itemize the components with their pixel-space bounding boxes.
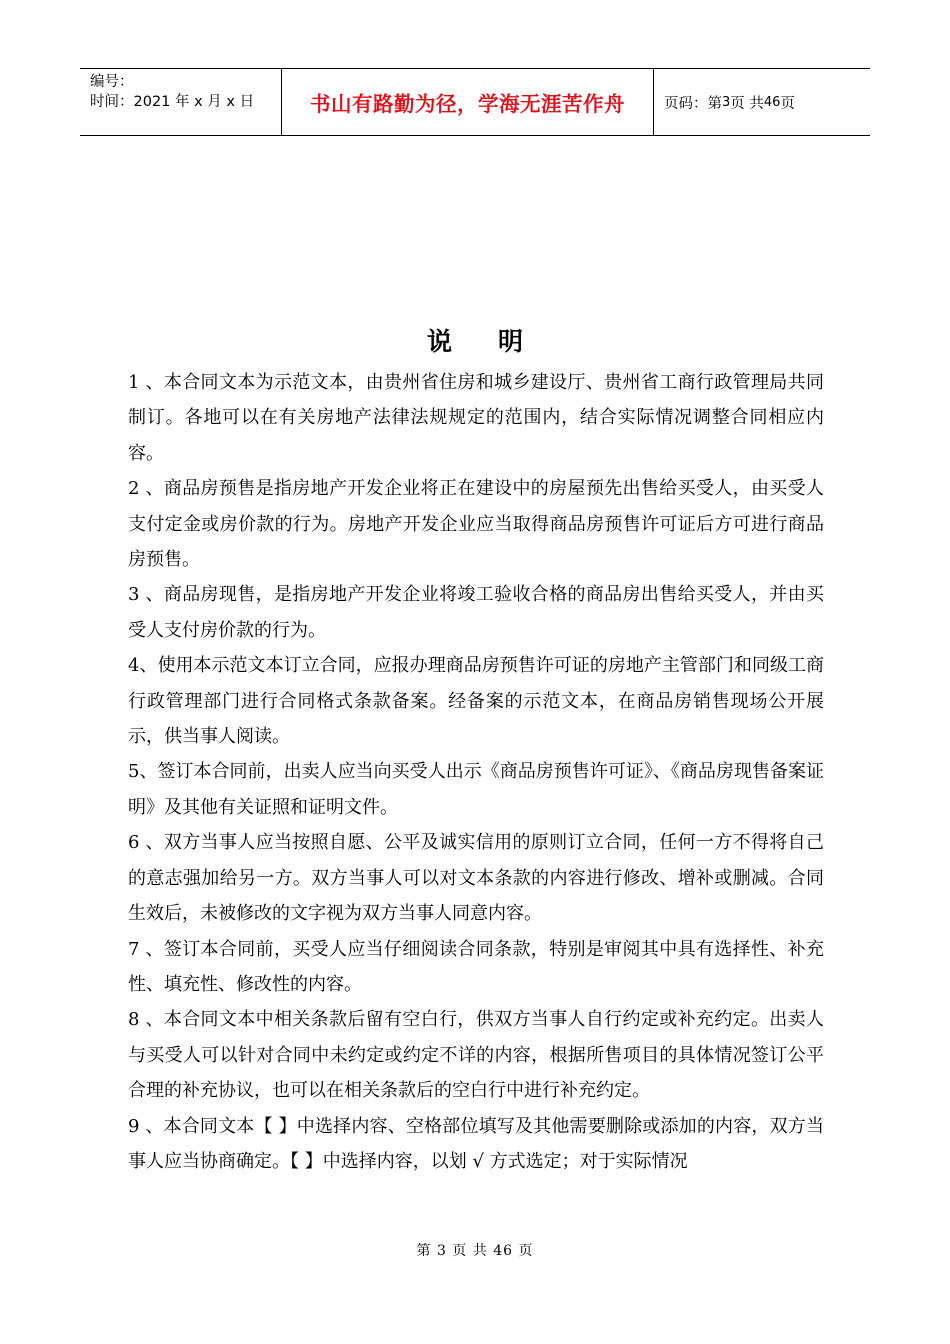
document-body bbox=[128, 365, 824, 1179]
document-time-label: 时间：2021 年 x 月 x 日 bbox=[90, 94, 255, 110]
page-prefix: 页码：第 bbox=[664, 95, 722, 112]
page-mid: 页 共 bbox=[730, 95, 764, 112]
paragraph-9: 9 、本合同文本【 】中选择内容、空格部位填写及其他需要删除或添加的内容，双方当事人应当协商确定。【 】中选择内容，以划 √ 方式选定；对于实际情况 bbox=[128, 1115, 824, 1172]
header-meta bbox=[80, 69, 282, 135]
page-footer: 第 3 页 共 46 页 bbox=[416, 1243, 534, 1259]
page-current: 3 bbox=[722, 94, 731, 110]
header-page-info bbox=[654, 69, 870, 135]
page-suffix: 页 bbox=[780, 95, 795, 112]
document-title: 说明 bbox=[426, 327, 569, 356]
paragraph-5: 5、签订本合同前，出卖人应当向买受人出示《商品房预售许可证》、《商品房现售备案证明》及其他有关证照和证明文件。 bbox=[128, 761, 824, 818]
page-total: 46 bbox=[763, 94, 781, 110]
page-header bbox=[80, 68, 870, 136]
paragraph-7: 7 、签订本合同前，买受人应当仔细阅读合同条款，特别是审阅其中具有选择性、补充性、填充性、修改性的内容。 bbox=[128, 938, 824, 995]
paragraph-8: 8 、本合同文本中相关条款后留有空白行，供双方当事人自行约定或补充约定。出卖人与买受人可以针对合同中未约定或约定不详的内容，根据所售项目的具体情况签订公平合理的补充协议，也可以在相关条款后的空白行中进行补充约定。 bbox=[128, 1009, 824, 1102]
paragraph-1: 1 、本合同文本为示范文本，由贵州省住房和城乡建设厅、贵州省工商行政管理局共同制订。各地可以在有关房地产法律法规规定的范围内，结合实际情况调整合同相应内容。 bbox=[128, 372, 824, 464]
paragraph-6: 6 、双方当事人应当按照自愿、公平及诚实信用的原则订立合同，任何一方不得将自己的意志强加给另一方。双方当事人可以对文本条款的内容进行修改、增补或删减。合同生效后，未被修改的文字视为双方当事人同意内容。 bbox=[128, 832, 824, 925]
paragraph-3: 3 、商品房现售，是指房地产开发企业将竣工验收合格的商品房出售给买受人，并由买受人支付房价款的行为。 bbox=[128, 584, 824, 641]
paragraph-4: 4、使用本示范文本订立合同，应报办理商品房预售许可证的房地产主管部门和同级工商行政管理部门进行合同格式条款备案。经备案的示范文本，在商品房销售现场公开展示，供当事人阅读。 bbox=[128, 655, 824, 748]
header-motto: 书山有路勤为径，学海无涯苦作舟 bbox=[282, 69, 654, 135]
document-number-label: 编号： bbox=[90, 74, 134, 90]
paragraph-2: 2 、商品房预售是指房地产开发企业将正在建设中的房屋预先出售给买受人，由买受人支付定金或房价款的行为。房地产开发企业应当取得商品房预售许可证后方可进行商品房预售。 bbox=[128, 478, 824, 571]
